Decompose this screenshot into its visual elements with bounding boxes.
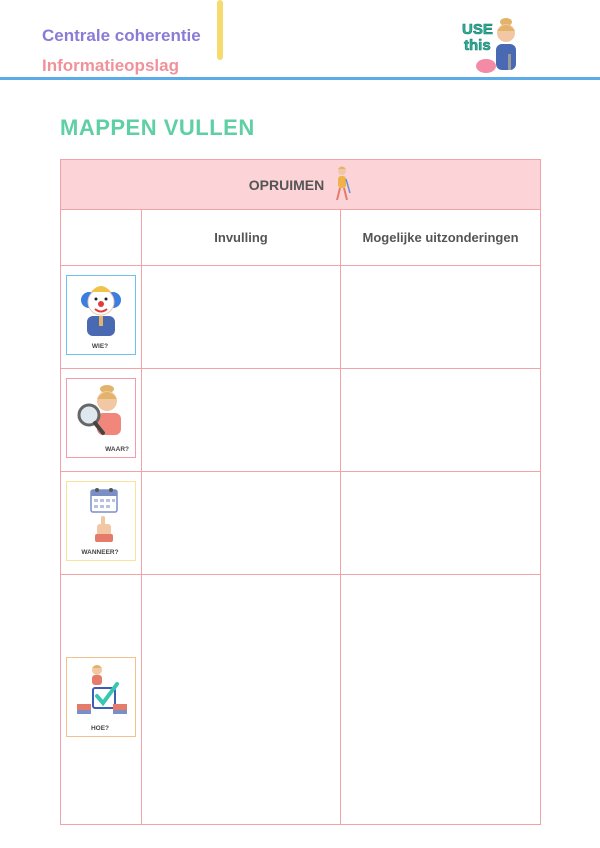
uitzonderingen-cell-wanneer[interactable] bbox=[341, 472, 541, 575]
uitzonderingen-cell-wie[interactable] bbox=[341, 266, 541, 369]
magnifier-icon bbox=[73, 383, 129, 443]
header-subtitle: Informatieopslag bbox=[42, 56, 179, 75]
use-this-logo bbox=[458, 16, 528, 78]
uitzonderingen-cell-waar[interactable] bbox=[341, 369, 541, 472]
column-header-invulling: Invulling bbox=[142, 210, 341, 266]
row-label-waar: WAAR? bbox=[105, 445, 129, 453]
column-header-uitzonderingen: Mogelijke uitzonderingen bbox=[341, 210, 541, 266]
mappen-table bbox=[60, 159, 541, 825]
logo-text-line2: this bbox=[464, 37, 491, 54]
invulling-cell-wanneer[interactable] bbox=[142, 472, 341, 575]
row-icon-cell-waar bbox=[61, 369, 142, 472]
cleaning-figure-icon bbox=[332, 165, 352, 205]
row-icon-cell-wanneer bbox=[61, 472, 142, 575]
invulling-cell-hoe[interactable] bbox=[142, 575, 341, 825]
row-label-wie: WIE? bbox=[91, 342, 109, 350]
wanneer-card bbox=[66, 481, 136, 561]
row-icon-cell-wie bbox=[61, 266, 142, 369]
hoe-card bbox=[66, 657, 136, 737]
wie-card bbox=[66, 275, 136, 355]
yellow-accent-bar bbox=[217, 0, 223, 60]
checkbox-icon bbox=[73, 662, 129, 722]
empty-header-cell bbox=[61, 210, 142, 266]
calendar-icon bbox=[73, 486, 129, 546]
invulling-cell-wie[interactable] bbox=[142, 266, 341, 369]
row-icon-cell-hoe bbox=[61, 575, 142, 825]
uitzonderingen-cell-hoe[interactable] bbox=[341, 575, 541, 825]
table-header-label: OPRUIMEN bbox=[248, 176, 325, 193]
page-title: MAPPEN VULLEN bbox=[60, 115, 255, 140]
invulling-cell-waar[interactable] bbox=[142, 369, 341, 472]
waar-card bbox=[66, 378, 136, 458]
row-label-hoe: HOE? bbox=[90, 725, 110, 732]
clown-icon bbox=[73, 280, 129, 340]
table-header bbox=[61, 160, 541, 210]
logo-text-line1: USE bbox=[462, 21, 493, 38]
row-label-wanneer: WANNEER? bbox=[81, 548, 119, 556]
header-title: Centrale coherentie bbox=[42, 26, 201, 45]
